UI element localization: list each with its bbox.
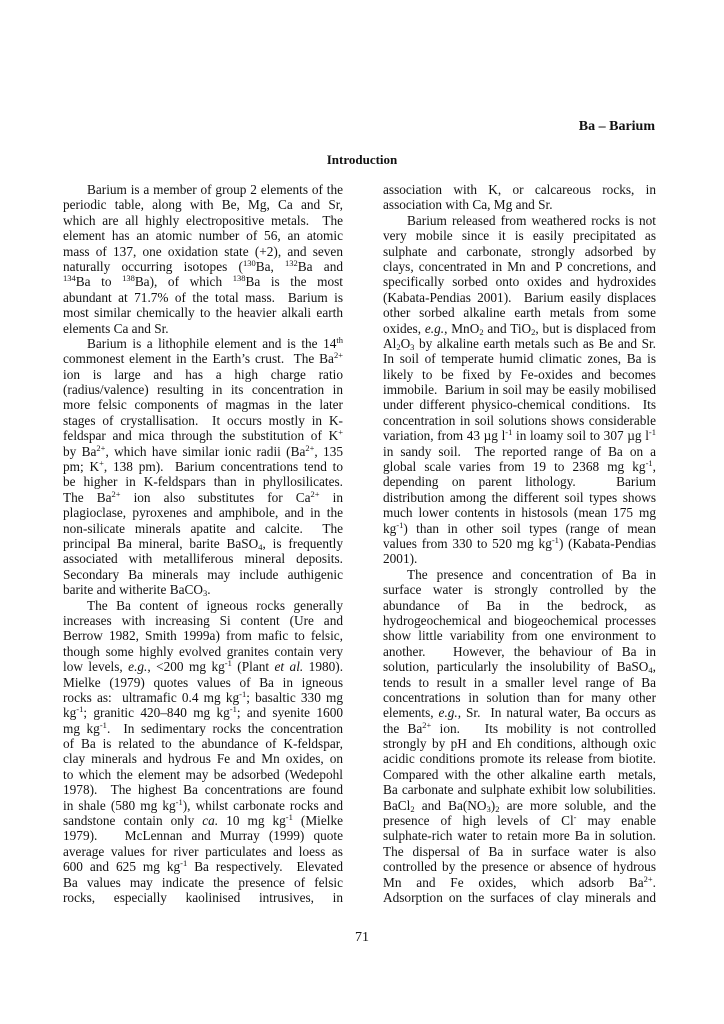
running-head: Ba – Barium — [578, 119, 655, 134]
text-line: mg $kg^{-1}$. In sedimentary rocks the concentration — [63, 719, 343, 736]
text-line: rocks as: ultramafic 0.4 mg $kg^{-1}$; basaltic 330 mg — [63, 688, 344, 705]
text-line: average values for river particulates and loess as — [63, 843, 343, 859]
text-line: in sandy soil. The reported range of Ba on a — [383, 443, 656, 459]
text-line: (radius/valence) resulting in its concentration in — [63, 382, 343, 398]
text-line: sulphate and carbonate, strongly adsorbed by — [383, 243, 656, 259]
text-line: Berrow 1982, Smith 1999a) from mafic to felsic, — [63, 628, 343, 644]
text-line: which are all highly electropositive metals. The — [63, 212, 343, 228]
paragraph — [63, 598, 343, 906]
text-line: BaCl$_2$ and $Ba(NO_3)_2$ are more soluble, and the — [383, 797, 656, 814]
text-line: The presence and concentration of Ba in — [407, 566, 656, 582]
text-line: values from 330 to 520 mg $kg^{-1}$) (Kabata-Pendias — [383, 534, 656, 551]
text-line: $kg^{-1}$) than in other soil types (range of mean — [383, 519, 656, 536]
text-line: concentrations in solution than for many other — [383, 689, 656, 705]
text-line: The $Ba^{2+}$ ion also substitutes for $Ca^{2+}$ in — [63, 488, 343, 505]
text-line: be higher in K-feldspars than in phyllosilicates. — [63, 474, 343, 490]
text-line: association with K, or calcareous rocks, in — [383, 182, 656, 197]
paragraph — [63, 182, 343, 336]
text-line: show little variability from one environment to — [383, 628, 656, 644]
text-line: tends to result in a smaller level range of Ba — [383, 674, 656, 690]
text-line: commonest element in the Earth’s crust. The $Ba^{2+}$ — [63, 350, 343, 367]
text-line: in shale (580 mg $kg^{-1}$), whilst carbonate rocks and — [63, 796, 344, 813]
text-line: stages of crystallisation. It occurs mostly in K- — [63, 412, 343, 428]
text-line: associated with metalliferous mineral deposits. — [63, 551, 343, 567]
text-line: $Al_2O_3$ by alkaline earth metals such as Be and Sr. — [383, 335, 656, 352]
right-column — [383, 182, 656, 905]
text-line: of Ba is related to the abundance of K-feldspar, — [63, 736, 343, 752]
text-line: abundant at 71.7% of the total mass. Barium is — [63, 289, 343, 305]
text-line: hydrogeochemical and biogeochemical processes — [383, 612, 656, 628]
text-line: ion is large and has a high charge ratio — [63, 366, 343, 382]
paragraph — [383, 213, 656, 567]
text-line: Ba values may indicate the presence of felsic — [63, 874, 343, 890]
text-line: barite and witherite BaCO$_3$. — [63, 582, 211, 599]
text-line: The dispersal of Ba in surface water is also — [383, 843, 656, 859]
text-line: Adsorption on the surfaces of clay minerals and — [383, 889, 656, 905]
text-line: to which the element may be adsorbed (Wedepohl — [63, 766, 343, 782]
text-line: pm; K+, 138 pm). Barium concentrations tend to — [63, 458, 343, 475]
text-line: The Ba content of igneous rocks generally — [87, 597, 343, 613]
text-line: another. However, the behaviour of Ba in — [383, 643, 656, 659]
text-line: In soil of temperate humid climatic zones, Ba is — [383, 351, 656, 367]
text-line: mass of 137, one oxidation state (+2), and seven — [63, 243, 343, 259]
text-line: distribution among the different soil types shows — [383, 489, 656, 505]
text-line: very mobile since it is easily precipitated as — [383, 228, 656, 244]
text-line: principal Ba mineral, barite BaSO$_4$, is frequently — [63, 535, 343, 552]
text-line: depending on parent lithology. Barium — [383, 474, 656, 490]
text-line: by $Ba^{2+}$, which have similar ionic radii ($Ba^{2+}$, 135 — [63, 442, 343, 459]
text-line: immobile. Barium in soil may be easily mobilised — [383, 382, 656, 398]
text-line: clays, concentrated in Mn and P concretions, and — [383, 258, 656, 274]
text-line: most similar chemically to the heavier alkali earth — [63, 305, 343, 321]
text-line: association with Ca, Mg and Sr. — [383, 197, 553, 213]
text-line: feldspar and mica through the substitution of K+ — [63, 427, 343, 444]
text-line: though some highly evolved granites contain very — [63, 643, 343, 659]
text-line: 1978). The highest Ba concentrations are found — [63, 782, 343, 798]
text-line: plagioclase, pyroxenes and amphibole, and in the — [63, 505, 343, 521]
text-line: abundance of Ba in the bedrock, as — [383, 597, 656, 613]
text-line: variation, from 43 µg $l^{-1}$ in loamy soil to 307 µg $l^{-1}$ — [383, 427, 656, 444]
text-line: Barium is a lithophile element and is the 14th — [87, 334, 343, 351]
text-line: global scale varies from 19 to 2368 mg $kg^{-1}$, — [383, 458, 656, 475]
text-line: other sorbed alkaline earth metals from some — [383, 305, 656, 321]
text-line: increases with increasing Si content (Ure and — [63, 612, 343, 628]
text-line: strongly by pH and Eh conditions, although oxic — [383, 736, 656, 752]
paragraph — [383, 567, 656, 906]
text-line: non-silicate minerals apatite and calcite. The — [63, 520, 343, 536]
text-line: Mielke (1979) quotes values of Ba in igneous — [63, 674, 343, 690]
text-line: 600 and 625 mg $kg^{-1}$ Ba respectively. Elevated — [63, 858, 343, 875]
text-line: acidic conditions promote its release from biotite. — [383, 751, 656, 767]
text-line: elements, e.g., Sr. In natural water, Ba occurs as — [383, 705, 656, 721]
text-line: surface water is strongly controlled by the — [383, 582, 656, 598]
text-line: the $Ba^{2+}$ ion. Its mobility is not controlled — [383, 719, 656, 736]
text-line: more felsic components of magmas in the later — [63, 397, 343, 413]
page-number: 71 — [355, 930, 369, 945]
text-line: low levels, e.g., <200 mg $kg^{-1}$ (Plant et al. 1980). — [63, 658, 344, 675]
left-column — [63, 182, 343, 905]
text-line: clay minerals and hydrous Fe and Mn oxides, on — [63, 751, 343, 767]
text-line: $kg^{-1}$; granitic 420–840 mg $kg^{-1}$; and syenite 1600 — [63, 704, 343, 721]
paragraph — [383, 182, 656, 213]
text-line: $^{134}$Ba to $^{138}$Ba), of which $^{138}$Ba is the most — [63, 273, 343, 290]
text-line: presence of high levels of Cl- may enable — [383, 812, 656, 829]
text-line: (Kabata-Pendias 2001). Barium easily displaces — [383, 289, 656, 305]
text-line: periodic table, along with Be, Mg, Ca and Sr, — [63, 197, 343, 213]
text-line: solution, particularly the insolubility of BaSO$_4$, — [383, 659, 656, 676]
text-line: 1979). McLennan and Murray (1999) quote — [63, 828, 343, 844]
text-line: element has an atomic number of 56, an atomic — [63, 228, 343, 244]
text-line: 2001). — [383, 551, 418, 567]
text-line: sulphate-rich water to retain more Ba in solution. — [383, 828, 656, 844]
text-line: Compared with the other alkaline earth metals, — [383, 766, 656, 782]
text-line: under different physico-chemical conditions. Its — [383, 397, 656, 413]
paragraph — [63, 336, 343, 598]
text-line: likely to be fixed by Fe-oxides and becomes — [383, 366, 656, 382]
text-line: Barium is a member of group 2 elements of the — [87, 182, 343, 197]
text-line: elements Ca and Sr. — [63, 320, 169, 336]
text-line: Mn and Fe oxides, which adsorb $Ba^{2+}$. — [383, 873, 656, 890]
text-line: concentration in soil solutions shows considerable — [383, 412, 656, 428]
text-line: naturally occurring isotopes ($^{130}$Ba, $^{132}$Ba and — [63, 257, 344, 274]
text-line: specifically sorbed onto oxides and hydroxides — [383, 274, 656, 290]
section-title: Introduction — [326, 152, 398, 167]
text-line: Ba carbonate and sulphate exhibit low solubilities. — [383, 782, 656, 798]
text-line: oxides, e.g., MnO$_2$ and TiO$_2$, but is displaced from — [383, 320, 656, 337]
text-line: much lower contents in histosols (mean 175 mg — [383, 505, 656, 521]
text-line: rocks, especially kaolinised intrusives, in — [63, 889, 343, 905]
text-line: sandstone contain only ca. 10 mg $kg^{-1}$ (Mielke — [63, 812, 343, 829]
text-line: controlled by the presence or absence of hydrous — [383, 859, 656, 875]
text-line: Secondary Ba minerals may include authigenic — [63, 566, 343, 582]
text-line: Barium released from weathered rocks is not — [407, 212, 656, 228]
